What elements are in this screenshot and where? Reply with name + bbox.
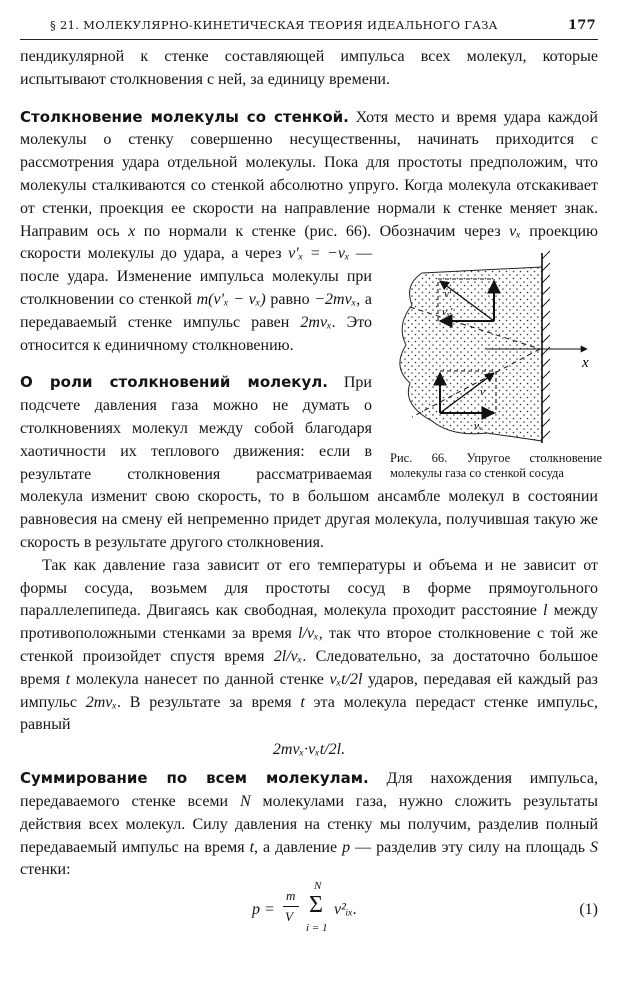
label-v: v <box>480 386 485 399</box>
sym-t: t <box>65 670 71 688</box>
sym-vxt-2l: vₓt/2l <box>329 670 363 688</box>
sym-t-3: t <box>249 838 255 856</box>
sym-2mvx: 2mvₓ <box>85 693 117 711</box>
sym-N: N <box>239 792 251 810</box>
summation-paragraph <box>20 767 598 882</box>
label-vx-prime: vₓ′ <box>442 306 453 319</box>
pressure-t6: ударов, передавая ей каждый раз импульс <box>20 670 598 711</box>
book-page <box>20 12 602 940</box>
pressure-t1: Так как давление газа зависит от его температуры и объема и не зависит от формы сосуда, возьмем для простоты сосуд в форме прямоугольного параллелепипеда. Двигаясь как свободная, молекула проходит расстояние <box>20 556 598 620</box>
sym-S: S <box>590 838 599 856</box>
x-axis-label: x <box>582 355 589 372</box>
eq1-number: (1) <box>579 901 598 919</box>
summation-heading: Суммирование по всем молекулам. <box>20 769 369 788</box>
pressure-t5: молекула нанесет по данной стенке <box>70 670 330 688</box>
figure-caption: Рис. 66. Упругое столкновение молекулы газа со стенкой сосуда <box>390 451 602 481</box>
collision-text-7: . Это относится к единичному столкновению. <box>20 313 373 354</box>
collision-text-5: равно <box>265 290 315 308</box>
eq-minus-2mvx: −2mvₓ <box>314 290 357 308</box>
eq1-m: m <box>286 888 296 904</box>
collision-text-3: проекцию скорости молекулы до удара, а через <box>20 222 598 263</box>
eq1-term: v²ᵢₓ. <box>334 901 357 919</box>
eq1-lhs: p = <box>252 901 275 919</box>
wall-hatching <box>542 251 550 439</box>
collision-text-1: Хотя место и время удара каждой молекулы о стенку совершенно несущественны, начинать приходится с рассмотрения удара отдельной молекулы. Пока для простоты предположим, что молекулы сталкиваются со стенкой абсолютно упруго. Когда молекула отскакивает от стенки, проекция ее скорости на направление нормали к стенке меняет знак. Направим ось <box>20 108 598 240</box>
summation-t3: , а давление <box>254 838 343 856</box>
label-v-prime: v′ <box>444 288 452 301</box>
sym-l-vx: l/vₓ <box>298 625 319 643</box>
label-vx: vₓ <box>474 420 483 433</box>
pressure-t8: эта молекула передаст стенке импульс, равный <box>20 693 599 734</box>
sym-t-2: t <box>300 693 305 711</box>
eq1-V: V <box>285 909 293 925</box>
collision-text-2: по нормали к стенке (рис. 66). Обозначим через <box>135 222 510 240</box>
eq1-sum-top: N <box>314 880 322 893</box>
eq1-sum-sign: Σ <box>309 892 323 919</box>
role-text: При подсчете давления газа можно не думать о столкновениях молекул между собой благодаря хаотичности их теплового движения: если в результате столкновения рассматриваемая молекула изменит свою скорость, то в большом ансамбле молекул в состоянии равновесия на смену ей непременно придет другая молекула, получившая такую же скорость в результате другого столкновения. <box>20 374 598 551</box>
sym-l: l <box>543 602 548 620</box>
section-title: § 21. МОЛЕКУЛЯРНО-КИНЕТИЧЕСКАЯ ТЕОРИЯ ИДЕАЛЬНОГО ГАЗА <box>50 18 498 32</box>
pressure-t2: между противоположными стенками за время <box>20 602 599 643</box>
impulse-formula: 2mvₓ·vₓt/2l. <box>272 741 346 759</box>
pressure-paragraph <box>20 555 598 737</box>
collision-text-6: , а передаваемый стенке импульс равен <box>20 290 373 331</box>
collision-heading: Столкновение молекулы со стенкой. <box>20 107 349 126</box>
page-number: 177 <box>567 18 596 33</box>
intro-paragraph: пендикулярной к стенке составляющей импульса всех молекул, которые испытывают столкновения с ней, за единицу времени. <box>20 48 598 88</box>
summation-t1: Для нахождения импульса, передаваемого стенке всеми <box>20 770 598 810</box>
vx-symbol: vₓ <box>509 222 521 240</box>
equation-1 <box>20 882 598 940</box>
eq1-sum-bottom: i = 1 <box>306 922 328 935</box>
eq-reflection: v′ₓ = −vₓ <box>288 245 350 263</box>
role-heading: О роли столкновений молекул. <box>20 373 328 392</box>
summation-t5: стенки: <box>20 861 71 879</box>
pressure-t4: . Следовательно, за достаточно большое время <box>20 647 598 688</box>
axis-x-inline: x <box>128 222 136 240</box>
figure-diagram <box>382 245 602 445</box>
running-header <box>20 12 598 40</box>
summation-t2: молекулами газа, нужно сложить результаты действия всех молекул. Силу давления на стенку мы получим, разделив полный передаваемый импульс на время <box>20 792 598 856</box>
summation-t4: — разделив эту силу на площадь <box>350 838 591 856</box>
sym-p: p <box>342 838 351 856</box>
gas-region <box>400 267 542 441</box>
sym-2l-vx: 2l/vₓ <box>273 647 303 665</box>
pressure-t3: , так что второе столкновение с той же стенкой произойдет спустя время <box>20 625 599 665</box>
pressure-t7: . В результате за время <box>116 693 301 711</box>
collision-text-4: — после удара. Изменение импульса молекулы при столкновении со стенкой <box>20 245 373 308</box>
figure-66 <box>382 245 602 481</box>
eq-2mvx: 2mvₓ <box>300 313 332 331</box>
eq-momentum-change: m(v′ₓ − vₓ) <box>196 290 266 308</box>
eq1-fraction-bar <box>283 906 299 907</box>
